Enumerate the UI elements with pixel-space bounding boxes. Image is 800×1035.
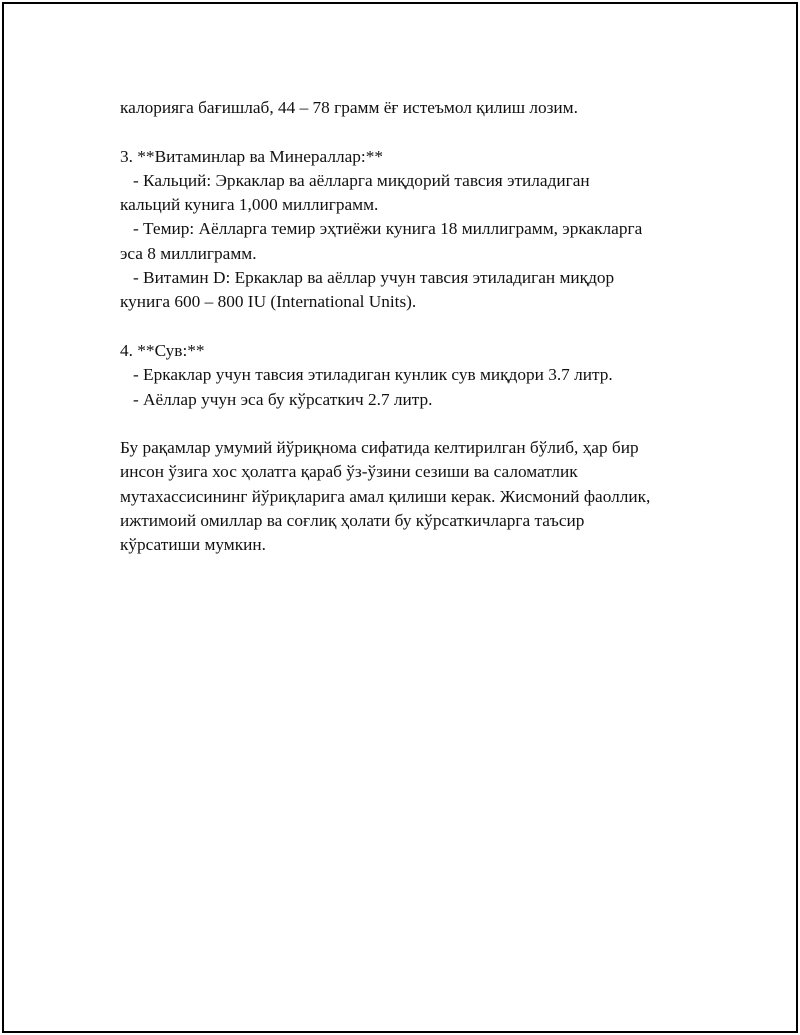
text-line: Бу рақамлар умумий йўриқнома сифатида келтирилган бўлиб, ҳар бир bbox=[120, 438, 639, 458]
text-line: инсон ўзига хос ҳолатга қараб ўз-ўзини сезиши ва саломатлик bbox=[120, 462, 578, 482]
paragraph-gap bbox=[120, 315, 710, 339]
list-item-iron-cont: эса 8 миллиграмм. bbox=[120, 243, 257, 263]
list-item-water-women: - Аёллар учун эса бу кўрсаткич 2.7 литр. bbox=[120, 389, 433, 409]
list-item-iron: - Темир: Аёлларга темир эҳтиёжи кунига 18 миллиграмм, эркакларга bbox=[120, 219, 643, 239]
list-item-vitamin-d: - Витамин D: Еркаклар ва аёллар учун тавсия этиладиган миқдор bbox=[120, 268, 615, 288]
text-line: мутахассисининг йўриқларига амал қилиши керак. Жисмоний фаоллик, bbox=[120, 486, 651, 506]
document-body bbox=[120, 96, 710, 558]
text-line: ижтимоий омиллар ва соғлиқ ҳолати бу кўрсаткичларга таъсир bbox=[120, 511, 585, 531]
paragraph-gap bbox=[120, 120, 710, 144]
list-item-water-men: - Еркаклар учун тавсия этиладиган кунлик сув миқдори 3.7 литр. bbox=[120, 365, 613, 385]
list-item-vitamin-d-cont: кунига 600 – 800 IU (International Units). bbox=[120, 292, 417, 312]
paragraph-gap bbox=[120, 412, 710, 436]
paragraph-conclusion bbox=[120, 436, 710, 557]
list-item-calcium-cont: кальций кунига 1,000 миллиграмм. bbox=[120, 195, 379, 215]
paragraph-fat-intake-tail bbox=[120, 96, 710, 120]
section-water bbox=[120, 339, 710, 412]
text-line: кўрсатиши мумкин. bbox=[120, 535, 266, 555]
section-heading: 4. **Сув:** bbox=[120, 340, 205, 360]
list-item-calcium: - Кальций: Эркаклар ва аёлларга миқдорий тавсия этиладиган bbox=[120, 170, 590, 190]
text-line: калорияга бағишлаб, 44 – 78 грамм ёғ истеъмол қилиш лозим. bbox=[120, 98, 578, 117]
section-heading: 3. **Витаминлар ва Минераллар:** bbox=[120, 146, 384, 166]
section-vitamins-minerals bbox=[120, 145, 710, 315]
document-page bbox=[2, 2, 798, 1033]
